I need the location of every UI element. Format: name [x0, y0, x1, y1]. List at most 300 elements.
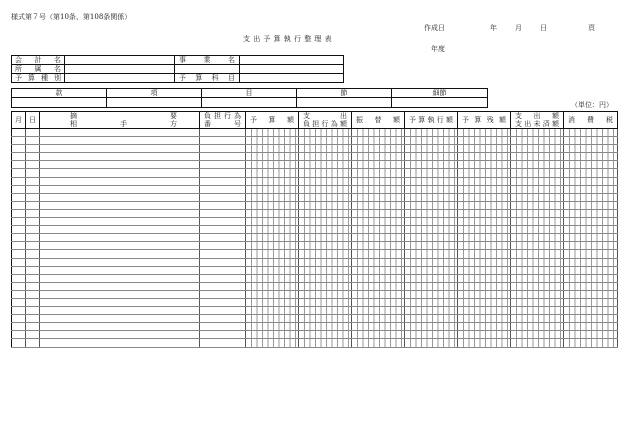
expend-commitment-cell[interactable]	[299, 137, 352, 145]
summary-cell[interactable]	[40, 282, 200, 290]
expend-commitment-cell[interactable]	[299, 209, 352, 217]
remaining-cell[interactable]	[458, 177, 511, 185]
day-cell[interactable]	[26, 185, 40, 193]
paid-cell[interactable]	[511, 145, 564, 153]
transfer-cell[interactable]	[352, 290, 405, 298]
month-cell[interactable]	[12, 315, 26, 323]
kan-field[interactable]	[12, 98, 107, 108]
month-cell[interactable]	[12, 145, 26, 153]
tax-cell[interactable]	[564, 307, 618, 315]
budget-amount-cell[interactable]	[246, 129, 299, 137]
commitment-cell[interactable]	[200, 298, 246, 306]
summary-cell[interactable]	[40, 274, 200, 282]
expend-commitment-cell[interactable]	[299, 218, 352, 226]
month-cell[interactable]	[12, 250, 26, 258]
remaining-cell[interactable]	[458, 209, 511, 217]
remaining-cell[interactable]	[458, 218, 511, 226]
tax-cell[interactable]	[564, 323, 618, 331]
commitment-cell[interactable]	[200, 331, 246, 339]
transfer-cell[interactable]	[352, 339, 405, 347]
commitment-cell[interactable]	[200, 201, 246, 209]
day-cell[interactable]	[26, 193, 40, 201]
summary-cell[interactable]	[40, 177, 200, 185]
remaining-cell[interactable]	[458, 258, 511, 266]
blank-field-cell[interactable]	[240, 65, 344, 74]
paid-cell[interactable]	[511, 298, 564, 306]
paid-cell[interactable]	[511, 201, 564, 209]
remaining-cell[interactable]	[458, 250, 511, 258]
day-cell[interactable]	[26, 145, 40, 153]
executed-cell[interactable]	[405, 153, 458, 161]
month-cell[interactable]	[12, 290, 26, 298]
budget-amount-cell[interactable]	[246, 177, 299, 185]
commitment-cell[interactable]	[200, 185, 246, 193]
executed-cell[interactable]	[405, 339, 458, 347]
remaining-cell[interactable]	[458, 339, 511, 347]
day-cell[interactable]	[26, 323, 40, 331]
executed-cell[interactable]	[405, 145, 458, 153]
day-cell[interactable]	[26, 315, 40, 323]
expend-commitment-cell[interactable]	[299, 161, 352, 169]
budget-amount-cell[interactable]	[246, 274, 299, 282]
month-cell[interactable]	[12, 218, 26, 226]
executed-cell[interactable]	[405, 234, 458, 242]
month-cell[interactable]	[12, 234, 26, 242]
commitment-cell[interactable]	[200, 209, 246, 217]
paid-cell[interactable]	[511, 193, 564, 201]
budget-item-field[interactable]	[240, 74, 344, 83]
budget-amount-cell[interactable]	[246, 161, 299, 169]
month-cell[interactable]	[12, 193, 26, 201]
expend-commitment-cell[interactable]	[299, 129, 352, 137]
expend-commitment-cell[interactable]	[299, 242, 352, 250]
commitment-cell[interactable]	[200, 290, 246, 298]
paid-cell[interactable]	[511, 258, 564, 266]
budget-amount-cell[interactable]	[246, 193, 299, 201]
paid-cell[interactable]	[511, 153, 564, 161]
remaining-cell[interactable]	[458, 290, 511, 298]
paid-cell[interactable]	[511, 266, 564, 274]
day-cell[interactable]	[26, 161, 40, 169]
summary-cell[interactable]	[40, 193, 200, 201]
budget-amount-cell[interactable]	[246, 323, 299, 331]
executed-cell[interactable]	[405, 185, 458, 193]
expend-commitment-cell[interactable]	[299, 298, 352, 306]
transfer-cell[interactable]	[352, 307, 405, 315]
executed-cell[interactable]	[405, 201, 458, 209]
remaining-cell[interactable]	[458, 185, 511, 193]
executed-cell[interactable]	[405, 209, 458, 217]
expend-commitment-cell[interactable]	[299, 169, 352, 177]
budget-amount-cell[interactable]	[246, 234, 299, 242]
transfer-cell[interactable]	[352, 298, 405, 306]
budget-amount-cell[interactable]	[246, 218, 299, 226]
executed-cell[interactable]	[405, 169, 458, 177]
budget-amount-cell[interactable]	[246, 185, 299, 193]
paid-cell[interactable]	[511, 137, 564, 145]
transfer-cell[interactable]	[352, 185, 405, 193]
tax-cell[interactable]	[564, 266, 618, 274]
summary-cell[interactable]	[40, 201, 200, 209]
summary-cell[interactable]	[40, 331, 200, 339]
summary-cell[interactable]	[40, 266, 200, 274]
day-cell[interactable]	[26, 274, 40, 282]
budget-amount-cell[interactable]	[246, 290, 299, 298]
day-cell[interactable]	[26, 331, 40, 339]
transfer-cell[interactable]	[352, 177, 405, 185]
transfer-cell[interactable]	[352, 331, 405, 339]
expend-commitment-cell[interactable]	[299, 193, 352, 201]
summary-cell[interactable]	[40, 315, 200, 323]
commitment-cell[interactable]	[200, 323, 246, 331]
remaining-cell[interactable]	[458, 193, 511, 201]
executed-cell[interactable]	[405, 129, 458, 137]
day-cell[interactable]	[26, 282, 40, 290]
month-cell[interactable]	[12, 307, 26, 315]
expend-commitment-cell[interactable]	[299, 323, 352, 331]
tax-cell[interactable]	[564, 339, 618, 347]
paid-cell[interactable]	[511, 339, 564, 347]
day-cell[interactable]	[26, 307, 40, 315]
summary-cell[interactable]	[40, 218, 200, 226]
expend-commitment-cell[interactable]	[299, 307, 352, 315]
tax-cell[interactable]	[564, 209, 618, 217]
executed-cell[interactable]	[405, 226, 458, 234]
paid-cell[interactable]	[511, 209, 564, 217]
day-cell[interactable]	[26, 209, 40, 217]
expend-commitment-cell[interactable]	[299, 274, 352, 282]
paid-cell[interactable]	[511, 282, 564, 290]
tax-cell[interactable]	[564, 242, 618, 250]
executed-cell[interactable]	[405, 290, 458, 298]
tax-cell[interactable]	[564, 153, 618, 161]
transfer-cell[interactable]	[352, 266, 405, 274]
budget-amount-cell[interactable]	[246, 169, 299, 177]
day-cell[interactable]	[26, 137, 40, 145]
tax-cell[interactable]	[564, 161, 618, 169]
budget-amount-cell[interactable]	[246, 226, 299, 234]
tax-cell[interactable]	[564, 282, 618, 290]
tax-cell[interactable]	[564, 137, 618, 145]
expend-commitment-cell[interactable]	[299, 266, 352, 274]
tax-cell[interactable]	[564, 185, 618, 193]
executed-cell[interactable]	[405, 242, 458, 250]
month-cell[interactable]	[12, 258, 26, 266]
month-cell[interactable]	[12, 323, 26, 331]
commitment-cell[interactable]	[200, 153, 246, 161]
paid-cell[interactable]	[511, 307, 564, 315]
day-cell[interactable]	[26, 234, 40, 242]
executed-cell[interactable]	[405, 137, 458, 145]
month-cell[interactable]	[12, 339, 26, 347]
month-cell[interactable]	[12, 242, 26, 250]
day-cell[interactable]	[26, 266, 40, 274]
day-cell[interactable]	[26, 250, 40, 258]
budget-amount-cell[interactable]	[246, 266, 299, 274]
remaining-cell[interactable]	[458, 234, 511, 242]
tax-cell[interactable]	[564, 226, 618, 234]
summary-cell[interactable]	[40, 129, 200, 137]
transfer-cell[interactable]	[352, 137, 405, 145]
month-cell[interactable]	[12, 185, 26, 193]
paid-cell[interactable]	[511, 250, 564, 258]
summary-cell[interactable]	[40, 137, 200, 145]
commitment-cell[interactable]	[200, 218, 246, 226]
day-cell[interactable]	[26, 242, 40, 250]
tax-cell[interactable]	[564, 169, 618, 177]
day-cell[interactable]	[26, 226, 40, 234]
summary-cell[interactable]	[40, 339, 200, 347]
transfer-cell[interactable]	[352, 315, 405, 323]
month-cell[interactable]	[12, 129, 26, 137]
summary-cell[interactable]	[40, 226, 200, 234]
remaining-cell[interactable]	[458, 145, 511, 153]
budget-amount-cell[interactable]	[246, 250, 299, 258]
remaining-cell[interactable]	[458, 201, 511, 209]
transfer-cell[interactable]	[352, 282, 405, 290]
paid-cell[interactable]	[511, 315, 564, 323]
summary-cell[interactable]	[40, 258, 200, 266]
remaining-cell[interactable]	[458, 307, 511, 315]
commitment-cell[interactable]	[200, 137, 246, 145]
expend-commitment-cell[interactable]	[299, 339, 352, 347]
tax-cell[interactable]	[564, 258, 618, 266]
day-cell[interactable]	[26, 177, 40, 185]
executed-cell[interactable]	[405, 258, 458, 266]
project-field[interactable]	[240, 56, 344, 65]
summary-cell[interactable]	[40, 250, 200, 258]
summary-cell[interactable]	[40, 307, 200, 315]
remaining-cell[interactable]	[458, 137, 511, 145]
tax-cell[interactable]	[564, 290, 618, 298]
commitment-cell[interactable]	[200, 161, 246, 169]
executed-cell[interactable]	[405, 323, 458, 331]
setsu-field[interactable]	[297, 98, 392, 108]
month-cell[interactable]	[12, 161, 26, 169]
commitment-cell[interactable]	[200, 266, 246, 274]
month-cell[interactable]	[12, 177, 26, 185]
executed-cell[interactable]	[405, 274, 458, 282]
day-cell[interactable]	[26, 298, 40, 306]
summary-cell[interactable]	[40, 290, 200, 298]
transfer-cell[interactable]	[352, 153, 405, 161]
commitment-cell[interactable]	[200, 307, 246, 315]
commitment-cell[interactable]	[200, 129, 246, 137]
tax-cell[interactable]	[564, 298, 618, 306]
month-cell[interactable]	[12, 209, 26, 217]
month-cell[interactable]	[12, 226, 26, 234]
remaining-cell[interactable]	[458, 169, 511, 177]
transfer-cell[interactable]	[352, 323, 405, 331]
executed-cell[interactable]	[405, 266, 458, 274]
moku-field[interactable]	[202, 98, 297, 108]
transfer-cell[interactable]	[352, 258, 405, 266]
month-cell[interactable]	[12, 298, 26, 306]
remaining-cell[interactable]	[458, 282, 511, 290]
remaining-cell[interactable]	[458, 266, 511, 274]
budget-amount-cell[interactable]	[246, 339, 299, 347]
transfer-cell[interactable]	[352, 129, 405, 137]
month-cell[interactable]	[12, 201, 26, 209]
paid-cell[interactable]	[511, 331, 564, 339]
transfer-cell[interactable]	[352, 169, 405, 177]
paid-cell[interactable]	[511, 242, 564, 250]
remaining-cell[interactable]	[458, 331, 511, 339]
budget-amount-cell[interactable]	[246, 307, 299, 315]
kou-field[interactable]	[107, 98, 202, 108]
budget-amount-cell[interactable]	[246, 209, 299, 217]
expend-commitment-cell[interactable]	[299, 185, 352, 193]
day-cell[interactable]	[26, 129, 40, 137]
budget-amount-cell[interactable]	[246, 258, 299, 266]
transfer-cell[interactable]	[352, 161, 405, 169]
tax-cell[interactable]	[564, 274, 618, 282]
summary-cell[interactable]	[40, 161, 200, 169]
executed-cell[interactable]	[405, 218, 458, 226]
expend-commitment-cell[interactable]	[299, 282, 352, 290]
expend-commitment-cell[interactable]	[299, 290, 352, 298]
budget-type-field[interactable]	[65, 74, 175, 83]
summary-cell[interactable]	[40, 298, 200, 306]
paid-cell[interactable]	[511, 169, 564, 177]
remaining-cell[interactable]	[458, 315, 511, 323]
budget-amount-cell[interactable]	[246, 137, 299, 145]
summary-cell[interactable]	[40, 185, 200, 193]
transfer-cell[interactable]	[352, 234, 405, 242]
tax-cell[interactable]	[564, 331, 618, 339]
month-cell[interactable]	[12, 331, 26, 339]
summary-cell[interactable]	[40, 242, 200, 250]
remaining-cell[interactable]	[458, 153, 511, 161]
transfer-cell[interactable]	[352, 209, 405, 217]
paid-cell[interactable]	[511, 274, 564, 282]
executed-cell[interactable]	[405, 250, 458, 258]
tax-cell[interactable]	[564, 250, 618, 258]
day-cell[interactable]	[26, 169, 40, 177]
tax-cell[interactable]	[564, 315, 618, 323]
transfer-cell[interactable]	[352, 242, 405, 250]
day-cell[interactable]	[26, 153, 40, 161]
tax-cell[interactable]	[564, 129, 618, 137]
month-cell[interactable]	[12, 137, 26, 145]
transfer-cell[interactable]	[352, 226, 405, 234]
transfer-cell[interactable]	[352, 145, 405, 153]
day-cell[interactable]	[26, 218, 40, 226]
executed-cell[interactable]	[405, 315, 458, 323]
paid-cell[interactable]	[511, 161, 564, 169]
budget-amount-cell[interactable]	[246, 282, 299, 290]
month-cell[interactable]	[12, 282, 26, 290]
expend-commitment-cell[interactable]	[299, 226, 352, 234]
remaining-cell[interactable]	[458, 161, 511, 169]
executed-cell[interactable]	[405, 282, 458, 290]
commitment-cell[interactable]	[200, 339, 246, 347]
expend-commitment-cell[interactable]	[299, 258, 352, 266]
tax-cell[interactable]	[564, 218, 618, 226]
paid-cell[interactable]	[511, 218, 564, 226]
commitment-cell[interactable]	[200, 250, 246, 258]
commitment-cell[interactable]	[200, 169, 246, 177]
tax-cell[interactable]	[564, 201, 618, 209]
budget-amount-cell[interactable]	[246, 242, 299, 250]
day-cell[interactable]	[26, 258, 40, 266]
expend-commitment-cell[interactable]	[299, 234, 352, 242]
budget-amount-cell[interactable]	[246, 201, 299, 209]
executed-cell[interactable]	[405, 307, 458, 315]
commitment-cell[interactable]	[200, 226, 246, 234]
paid-cell[interactable]	[511, 290, 564, 298]
paid-cell[interactable]	[511, 185, 564, 193]
summary-cell[interactable]	[40, 153, 200, 161]
summary-cell[interactable]	[40, 234, 200, 242]
transfer-cell[interactable]	[352, 218, 405, 226]
remaining-cell[interactable]	[458, 129, 511, 137]
paid-cell[interactable]	[511, 129, 564, 137]
executed-cell[interactable]	[405, 193, 458, 201]
month-cell[interactable]	[12, 169, 26, 177]
budget-amount-cell[interactable]	[246, 145, 299, 153]
summary-cell[interactable]	[40, 323, 200, 331]
commitment-cell[interactable]	[200, 315, 246, 323]
commitment-cell[interactable]	[200, 242, 246, 250]
summary-cell[interactable]	[40, 169, 200, 177]
month-cell[interactable]	[12, 266, 26, 274]
expend-commitment-cell[interactable]	[299, 250, 352, 258]
transfer-cell[interactable]	[352, 201, 405, 209]
transfer-cell[interactable]	[352, 274, 405, 282]
commitment-cell[interactable]	[200, 193, 246, 201]
paid-cell[interactable]	[511, 177, 564, 185]
commitment-cell[interactable]	[200, 274, 246, 282]
saisetsu-field[interactable]	[392, 98, 488, 108]
commitment-cell[interactable]	[200, 258, 246, 266]
executed-cell[interactable]	[405, 298, 458, 306]
day-cell[interactable]	[26, 339, 40, 347]
commitment-cell[interactable]	[200, 177, 246, 185]
day-cell[interactable]	[26, 290, 40, 298]
executed-cell[interactable]	[405, 177, 458, 185]
remaining-cell[interactable]	[458, 242, 511, 250]
commitment-cell[interactable]	[200, 234, 246, 242]
expend-commitment-cell[interactable]	[299, 331, 352, 339]
accounting-field[interactable]	[65, 56, 175, 65]
budget-amount-cell[interactable]	[246, 331, 299, 339]
tax-cell[interactable]	[564, 145, 618, 153]
executed-cell[interactable]	[405, 331, 458, 339]
executed-cell[interactable]	[405, 161, 458, 169]
expend-commitment-cell[interactable]	[299, 177, 352, 185]
department-field[interactable]	[65, 65, 175, 74]
month-cell[interactable]	[12, 274, 26, 282]
expend-commitment-cell[interactable]	[299, 145, 352, 153]
expend-commitment-cell[interactable]	[299, 315, 352, 323]
summary-cell[interactable]	[40, 145, 200, 153]
paid-cell[interactable]	[511, 226, 564, 234]
remaining-cell[interactable]	[458, 226, 511, 234]
remaining-cell[interactable]	[458, 274, 511, 282]
budget-amount-cell[interactable]	[246, 153, 299, 161]
commitment-cell[interactable]	[200, 282, 246, 290]
month-cell[interactable]	[12, 153, 26, 161]
expend-commitment-cell[interactable]	[299, 153, 352, 161]
budget-amount-cell[interactable]	[246, 315, 299, 323]
summary-cell[interactable]	[40, 209, 200, 217]
expend-commitment-cell[interactable]	[299, 201, 352, 209]
day-cell[interactable]	[26, 201, 40, 209]
tax-cell[interactable]	[564, 234, 618, 242]
budget-amount-cell[interactable]	[246, 298, 299, 306]
remaining-cell[interactable]	[458, 323, 511, 331]
